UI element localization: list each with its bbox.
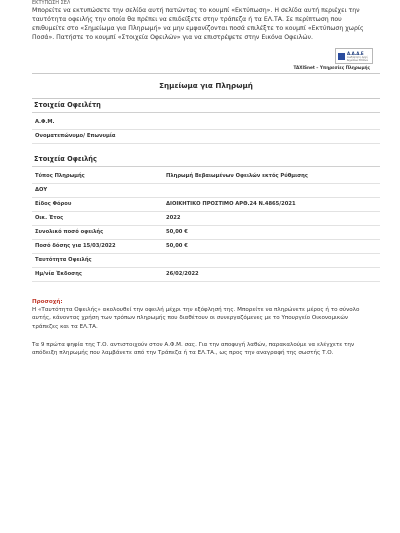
row-label: Ταυτότητα Οφειλής [35, 257, 92, 263]
row-label: Α.Φ.Μ. [35, 119, 55, 125]
aade-logo-icon [338, 53, 345, 60]
row-label: Συνολικό ποσό οφειλής [35, 229, 104, 235]
row-value: 50,00 € [166, 229, 188, 235]
debtor-section-heading: Στοιχεία Οφειλέτη [34, 101, 101, 109]
notice-block [32, 298, 370, 357]
row-value: 26/02/2022 [166, 271, 199, 277]
payment-note-sheet [26, 44, 386, 524]
debt-row-debt-id [32, 254, 380, 268]
debt-row-issue-date [32, 268, 380, 282]
row-value: ΔΙΟΙΚΗΤΙΚΟ ΠΡΟΣΤΙΜΟ ΑΡΘ.24 Ν.4865/2021 [166, 201, 296, 207]
notice-paragraph: Η «Ταυτότητα Οφειλής» ακολουθεί την οφειλή μέχρι την εξόφλησή της. Μπορείτε να πληρώνετε μέρος ή το σύνολο αυτής, κάνοντας χρήση των τρόπων πληρωμής που διαθέτουν οι συνεργαζόμενες με το Υπουργείο Οικονομικών τράπεζες και τα ΕΛ.ΤΑ. [32, 307, 360, 330]
aade-logo-subtitle: Ανεξάρτητη Αρχή Δημοσίων Εσόδων [347, 55, 368, 62]
debtor-row-name [32, 130, 380, 144]
aade-logo-name: Α.Α.Δ.Ε [347, 50, 364, 56]
notice-paragraph: Τα 9 πρώτα ψηφία της Τ.Ο. αντιστοιχούν στον Α.Φ.Μ. σας. Για την αποφυγή λαθών, παρακαλούμε να ελέγχετε την απόδειξη πληρωμής που λαμβάνετε από την Τράπεζα ή τα ΕΛ.ΤΑ., ως προς την αναγραφή της σωστής Τ.Ο. [32, 341, 355, 357]
debt-row-tax-type [32, 198, 380, 212]
row-value: Πληρωμή Βεβαιωμένων Οφειλών εκτός Ρύθμισης [166, 173, 308, 179]
debt-row-installment-amount [32, 240, 380, 254]
page-title: Σημείωμα για Πληρωμή [32, 73, 380, 99]
print-instructions [32, 6, 370, 45]
row-value: 2022 [166, 215, 181, 221]
warning-label: Προσοχή: [32, 299, 63, 305]
aade-logo [335, 48, 373, 64]
row-label: Είδος Φόρου [35, 201, 72, 207]
row-label: Ημ/νία Έκδοσης [35, 271, 82, 277]
service-name: TAXISnet – Υπηρεσίες Πληρωμής [293, 65, 370, 70]
section-divider [32, 166, 380, 167]
debt-row-fiscal-year [32, 212, 380, 226]
debt-section-heading: Στοιχεία Οφειλής [34, 155, 97, 163]
debt-row-doy [32, 184, 380, 198]
row-label: Ποσό δόσης για 15/03/2022 [35, 243, 116, 249]
row-value: 50,00 € [166, 243, 188, 249]
row-label: Τύπος Πληρωμής [35, 173, 85, 179]
row-label: Οικ. Έτος [35, 215, 64, 221]
instructions-paragraph: Μπορείτε να εκτυπώσετε την σελίδα αυτή πατώντας το κουμπί «Εκτύπωση». Η σελίδα αυτή περιέχει την ταυτότητα οφειλής την οποία θα πρέπει να επιδείξετε στην τράπεζα ή τα ΕΛ.ΤΑ. Σε περίπτωση που επιθυμείτε στο «Σημείωμα για Πληρωμή» να μην εμφανίζονται ποσά επιλέξτε το κουμπί «Εκτύπωση χωρίς Ποσά». Πατήστε το κουμπί «Στοιχεία Οφειλών» για να επιστρέψετε στην Εικόνα Οφειλών. [32, 7, 364, 41]
section-divider [32, 112, 380, 113]
debt-row-total-amount [32, 226, 380, 240]
cut-off-text: ΕΚΤΥΠΩΣΗ ΣΕΛ [32, 0, 71, 4]
row-label: Ονοματεπώνυμο/ Επωνυμία [35, 133, 116, 139]
debt-row-payment-type [32, 170, 380, 184]
row-label: ΔΟΥ [35, 187, 48, 193]
debtor-row-afm [32, 116, 380, 130]
